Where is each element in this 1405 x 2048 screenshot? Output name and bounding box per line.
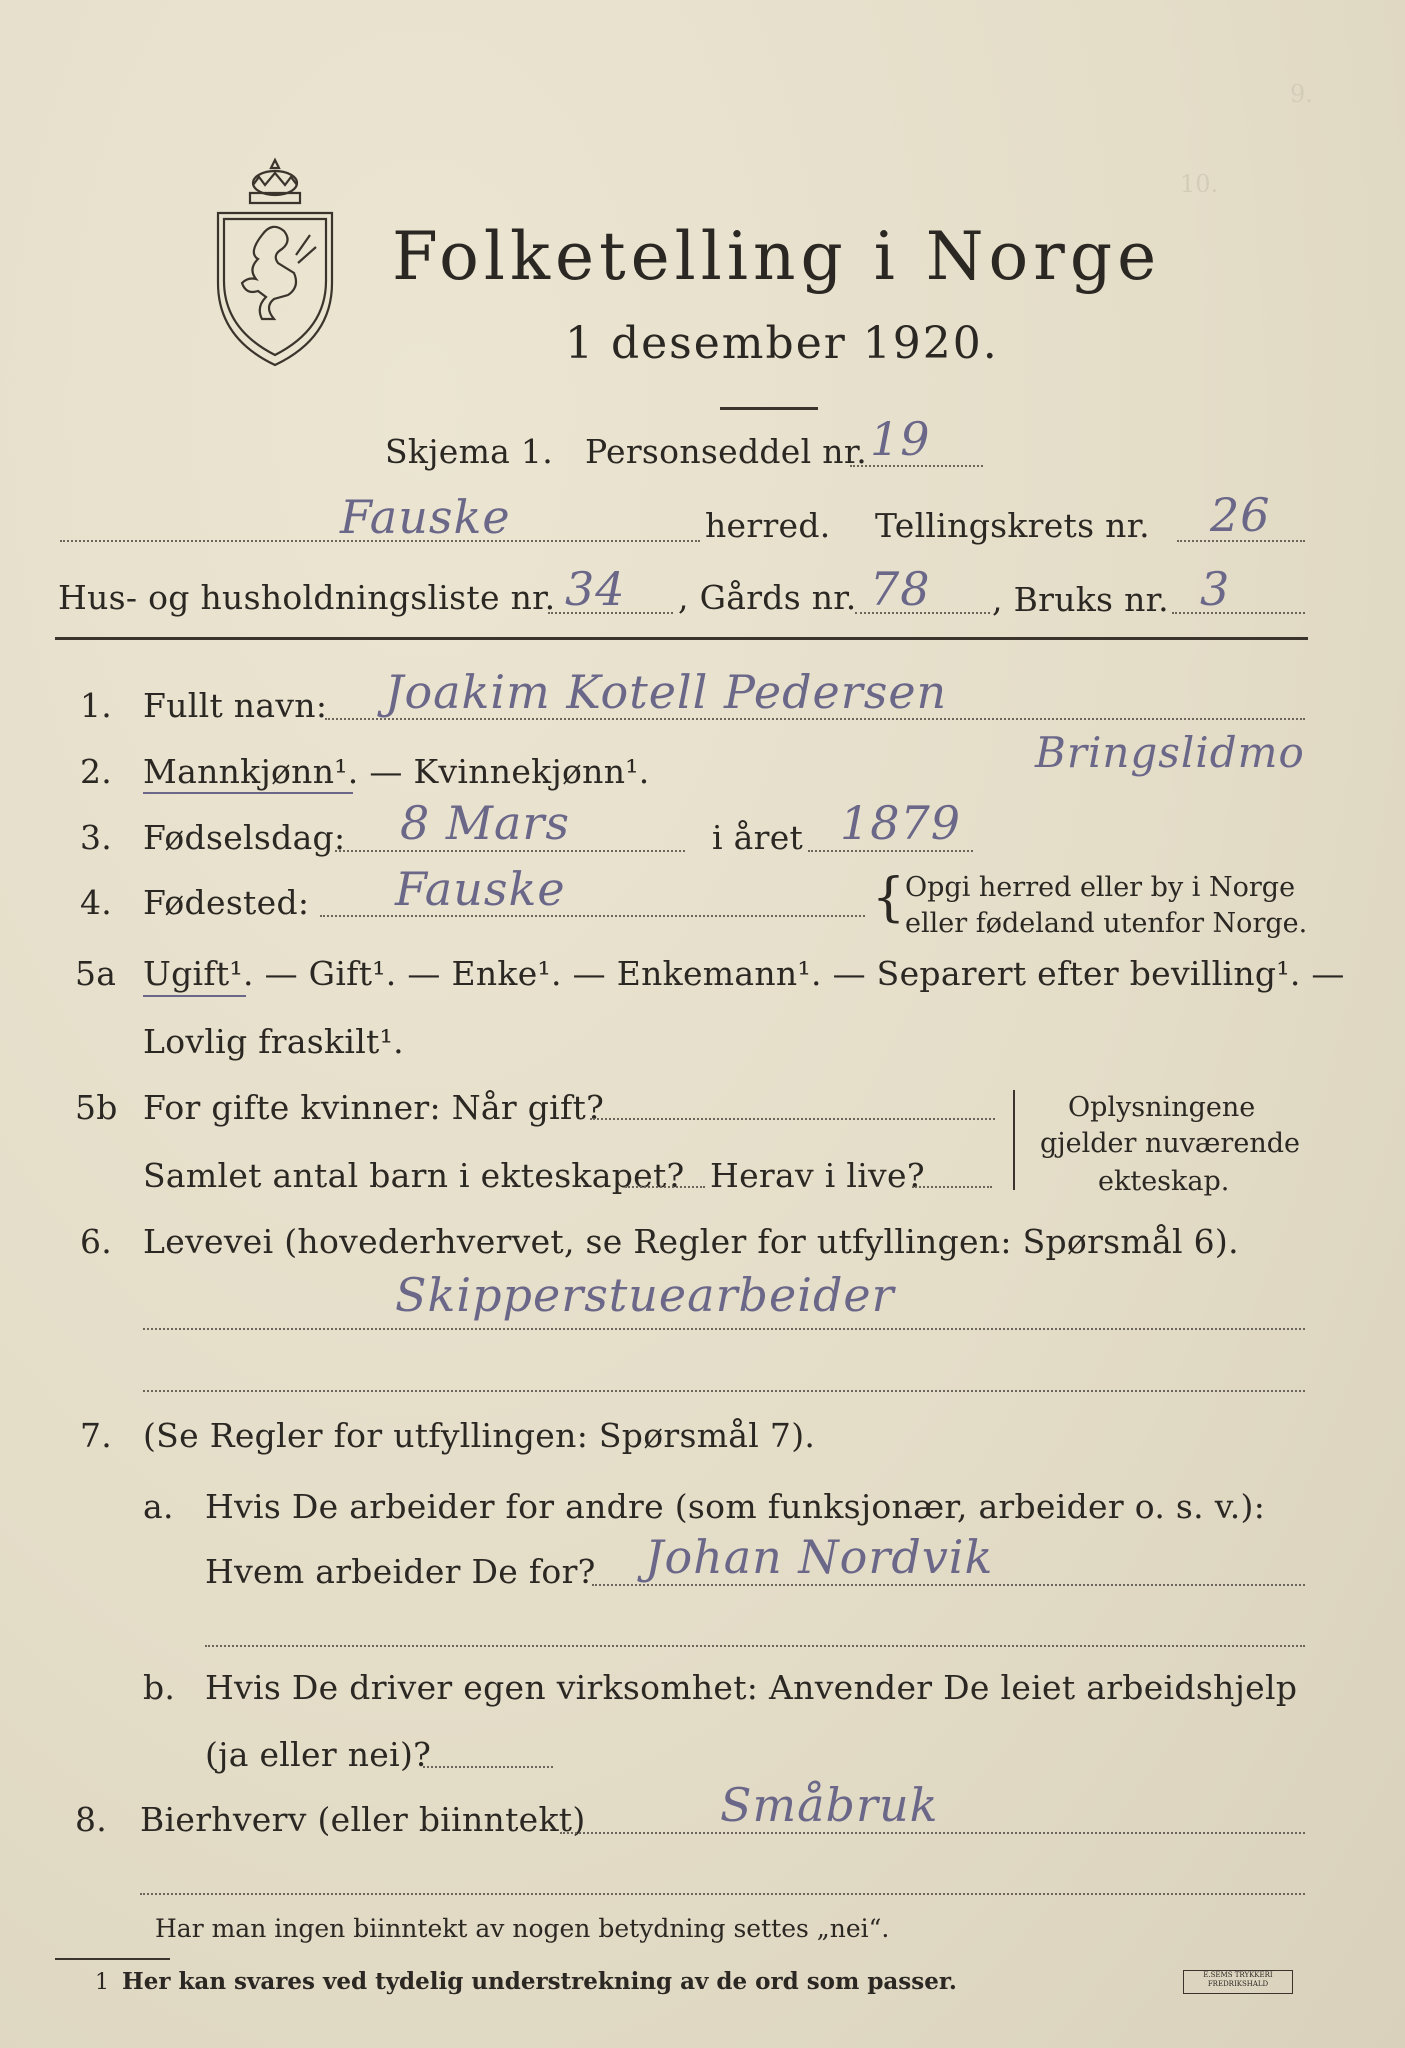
- q5a-number: 5a: [75, 954, 117, 993]
- q8-field-line-2: [140, 1893, 1305, 1895]
- q8-number: 8.: [75, 1800, 108, 1839]
- q5a-options-line2: Lovlig fraskilt¹.: [143, 1022, 404, 1061]
- q7b-label: Hvis De driver egen virksomhet: Anvender De leiet arbeidshjelp: [205, 1668, 1298, 1707]
- personseddel-label: Personseddel nr.: [585, 432, 868, 471]
- q5b-label: For gifte kvinner: Når gift?: [143, 1088, 605, 1127]
- bruks-field-line: [1172, 612, 1305, 614]
- q1-label: Fullt navn:: [143, 686, 328, 725]
- gards-value[interactable]: 78: [870, 562, 931, 616]
- q5a-options: Ugift¹. — Gift¹. — Enke¹. — Enkemann¹. — Separert efter bevilling¹. —: [143, 954, 1345, 993]
- q3-year-value[interactable]: 1879: [840, 796, 962, 850]
- q7b-label-line2: (ja eller nei)?: [205, 1735, 432, 1774]
- footnote-text: Her kan svares ved tydelig understrekning av de ord som passer.: [122, 1968, 957, 1995]
- q2-gender-options: Mannkjønn¹. — Kvinnekjønn¹.: [143, 752, 650, 791]
- q8-note: Har man ingen biinntekt av nogen betydning settes „nei“.: [155, 1914, 890, 1943]
- q6-number: 6.: [80, 1222, 113, 1261]
- q5b-note-line1: Oplysningene: [1068, 1092, 1256, 1123]
- q4-number: 4.: [80, 883, 113, 922]
- q8-label: Bierhverv (eller biinntekt): [140, 1800, 586, 1839]
- q7a-employer-label: Hvem arbeider De for?: [205, 1552, 596, 1591]
- q3-field-line: [335, 850, 685, 852]
- q8-side-income-value[interactable]: Småbruk: [720, 1778, 939, 1832]
- q3-number: 3.: [80, 818, 113, 857]
- q1-full-name-value[interactable]: Joakim Kotell Pedersen: [385, 665, 948, 719]
- q3-label: Fødselsdag:: [143, 818, 346, 857]
- printer-stamp: E.SEMS TRYKKERI FREDRIKSHALD: [1183, 1970, 1293, 1994]
- tellingskrets-label: Tellingskrets nr.: [875, 506, 1150, 545]
- q4-brace: {: [872, 868, 906, 928]
- q7b-letter: b.: [143, 1668, 176, 1707]
- q5b-number: 5b: [75, 1088, 118, 1127]
- hus-label: Hus- og husholdningsliste nr.: [58, 578, 556, 617]
- q5b-alive-label: Herav i live?: [710, 1156, 925, 1195]
- q7a-field-line-2: [205, 1645, 1305, 1647]
- form-title: Folketelling i Norge: [392, 218, 1162, 295]
- q4-label: Fødested:: [143, 883, 310, 922]
- bleed-through-text: 10.: [1180, 170, 1219, 198]
- footnote-divider: [55, 1958, 170, 1960]
- q4-note-line1: Opgi herred eller by i Norge: [905, 872, 1296, 903]
- bruks-value[interactable]: 3: [1200, 562, 1231, 616]
- herred-label: herred.: [705, 506, 831, 545]
- q5b-children-field-line: [625, 1186, 705, 1188]
- census-date: 1 desember 1920.: [565, 318, 999, 369]
- q7-number: 7.: [80, 1416, 113, 1455]
- header-divider: [55, 637, 1308, 640]
- q7b-field-line: [423, 1766, 553, 1768]
- gards-label: , Gårds nr.: [678, 578, 857, 617]
- q5b-note-line3: ekteskap.: [1098, 1166, 1230, 1197]
- q4-note-line2: eller fødeland utenfor Norge.: [905, 908, 1308, 939]
- q5b-married-field-line: [590, 1118, 995, 1120]
- q5b-note-bracket: [1013, 1090, 1015, 1190]
- q2-bosted-value[interactable]: Bringslidmo: [1035, 728, 1305, 777]
- title-divider: [720, 407, 818, 410]
- q7-label: (Se Regler for utfyllingen: Spørsmål 7).: [143, 1416, 816, 1455]
- hus-value[interactable]: 34: [565, 562, 626, 616]
- q7a-employer-field-line: [592, 1584, 1305, 1586]
- q4-birthplace-value[interactable]: Fauske: [395, 862, 566, 916]
- q5b-note-line2: gjelder nuværende: [1040, 1128, 1300, 1159]
- q6-occupation-value[interactable]: Skipperstuearbeider: [395, 1268, 895, 1322]
- q7a-letter: a.: [143, 1487, 174, 1526]
- q3-year-field-line: [808, 850, 973, 852]
- q2-number: 2.: [80, 752, 113, 791]
- q8-field-line: [560, 1832, 1305, 1834]
- q1-number: 1.: [80, 686, 113, 725]
- q7a-employer-value[interactable]: Johan Nordvik: [645, 1530, 994, 1584]
- norway-coat-of-arms-icon: [210, 155, 340, 370]
- tellingskrets-value[interactable]: 26: [1210, 488, 1271, 542]
- q5a-ugift-underline: [143, 995, 246, 997]
- q3-year-label: i året: [712, 818, 804, 857]
- q6-field-line-2: [143, 1390, 1305, 1392]
- q5b-alive-field-line: [912, 1186, 992, 1188]
- q6-field-line-1: [143, 1328, 1305, 1330]
- bruks-label: , Bruks nr.: [992, 580, 1169, 619]
- q7a-label: Hvis De arbeider for andre (som funksjonær, arbeider o. s. v.):: [205, 1487, 1266, 1526]
- q5b-children-label: Samlet antal barn i ekteskapet?: [143, 1156, 685, 1195]
- q2-mann-underline: [143, 792, 353, 794]
- schema-label: Skjema 1.: [385, 432, 554, 471]
- herred-value[interactable]: Fauske: [340, 490, 511, 544]
- footnote-number: 1: [95, 1970, 109, 1995]
- q3-birthday-value[interactable]: 8 Mars: [400, 796, 571, 850]
- bleed-through-text: 9.: [1290, 80, 1313, 108]
- personseddel-value[interactable]: 19: [870, 412, 931, 466]
- q6-label: Levevei (hovederhvervet, se Regler for utfyllingen: Spørsmål 6).: [143, 1222, 1239, 1261]
